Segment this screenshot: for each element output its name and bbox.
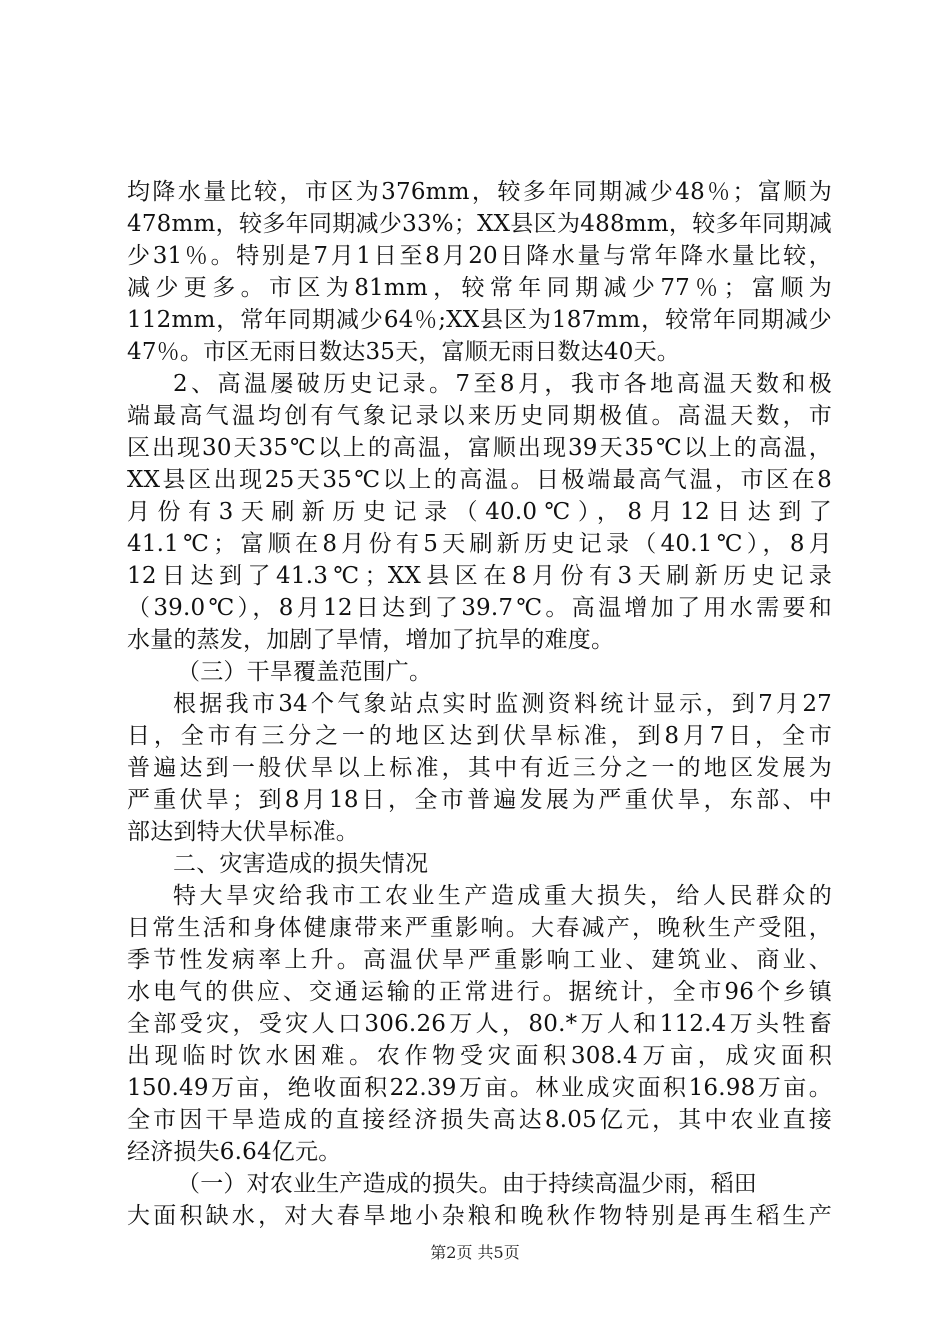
text-line: 12日达到了41.3℃；XX县区在8月份有3天刷新历史记录 [127, 563, 832, 589]
text-line: （一）对农业生产造成的损失。由于持续高温少雨，稻田 [177, 1171, 757, 1197]
text-line: 特大旱灾给我市工农业生产造成重大损失，给人民群众的 [173, 883, 832, 909]
text-line: 二、灾害造成的损失情况 [173, 851, 429, 877]
text-line: （39.0℃），8月12日达到了39.7℃。高温增加了用水需要和 [127, 595, 832, 621]
text-line: 季节性发病率上升。高温伏旱严重影响工业、建筑业、商业、 [127, 947, 832, 973]
text-line: （三）干旱覆盖范围广。 [177, 659, 433, 685]
text-line: 部达到特大伏旱标准。 [127, 819, 359, 845]
text-line: 减少更多。市区为81mm，较常年同期减少77％；富顺为 [127, 275, 832, 301]
text-line: 经济损失6.64亿元。 [127, 1139, 342, 1165]
text-line: 出现临时饮水困难。农作物受灾面积308.4万亩，成灾面积 [127, 1043, 832, 1069]
text-line: XX县区出现25天35℃以上的高温。日极端最高气温，市区在8 [127, 467, 832, 493]
text-line: 端最高气温均创有气象记录以来历史同期极值。高温天数，市 [127, 403, 832, 429]
text-line: 严重伏旱；到8月18日，全市普遍发展为严重伏旱，东部、中 [127, 787, 832, 813]
text-line: 均降水量比较，市区为376mm，较多年同期减少48％；富顺为 [127, 179, 832, 205]
text-line: 47％。市区无雨日数达35天，富顺无雨日数达40天。 [127, 339, 680, 365]
text-line: 根据我市34个气象站点实时监测资料统计显示，到7月27 [173, 691, 832, 717]
text-line: 普遍达到一般伏旱以上标准，其中有近三分之一的地区发展为 [127, 755, 832, 781]
text-line: 112mm，常年同期减少64％;XX县区为187mm，较常年同期减少 [127, 307, 832, 333]
text-line: 区出现30天35℃以上的高温，富顺出现39天35℃以上的高温， [127, 435, 832, 461]
text-line: 月份有3天刷新历史记录（40.0℃），8月12日达到了 [127, 499, 832, 525]
page-footer: 第2页 共5页 [430, 1243, 520, 1262]
text-line: 水量的蒸发，加剧了旱情，增加了抗旱的难度。 [127, 627, 615, 653]
text-line: 水电气的供应、交通运输的正常进行。据统计，全市96个乡镇 [127, 979, 832, 1005]
text-line: 150.49万亩，绝收面积22.39万亩。林业成灾面积16.98万亩。 [127, 1075, 832, 1101]
text-line: 全市因干旱造成的直接经济损失高达8.05亿元，其中农业直接 [127, 1107, 832, 1133]
text-line: 日，全市有三分之一的地区达到伏旱标准，到8月7日，全市 [127, 723, 832, 749]
text-line: 全部受灾，受灾人口306.26万人，80.*万人和112.4万头牲畜 [127, 1011, 832, 1037]
text-line: 日常生活和身体健康带来严重影响。大春减产，晚秋生产受阻， [127, 915, 832, 941]
text-line: 478mm，较多年同期减少33%；XX县区为488mm，较多年同期减 [127, 211, 832, 237]
text-line: 41.1℃；富顺在8月份有5天刷新历史记录（40.1℃），8月 [127, 531, 832, 557]
body-text [127, 176, 832, 1232]
text-line: 大面积缺水，对大春旱地小杂粮和晚秋作物特别是再生稻生产 [127, 1203, 832, 1229]
text-line: 2、高温屡破历史记录。7至8月，我市各地高温天数和极 [173, 371, 832, 397]
text-line: 少31％。特别是7月1日至8月20日降水量与常年降水量比较， [127, 243, 832, 269]
